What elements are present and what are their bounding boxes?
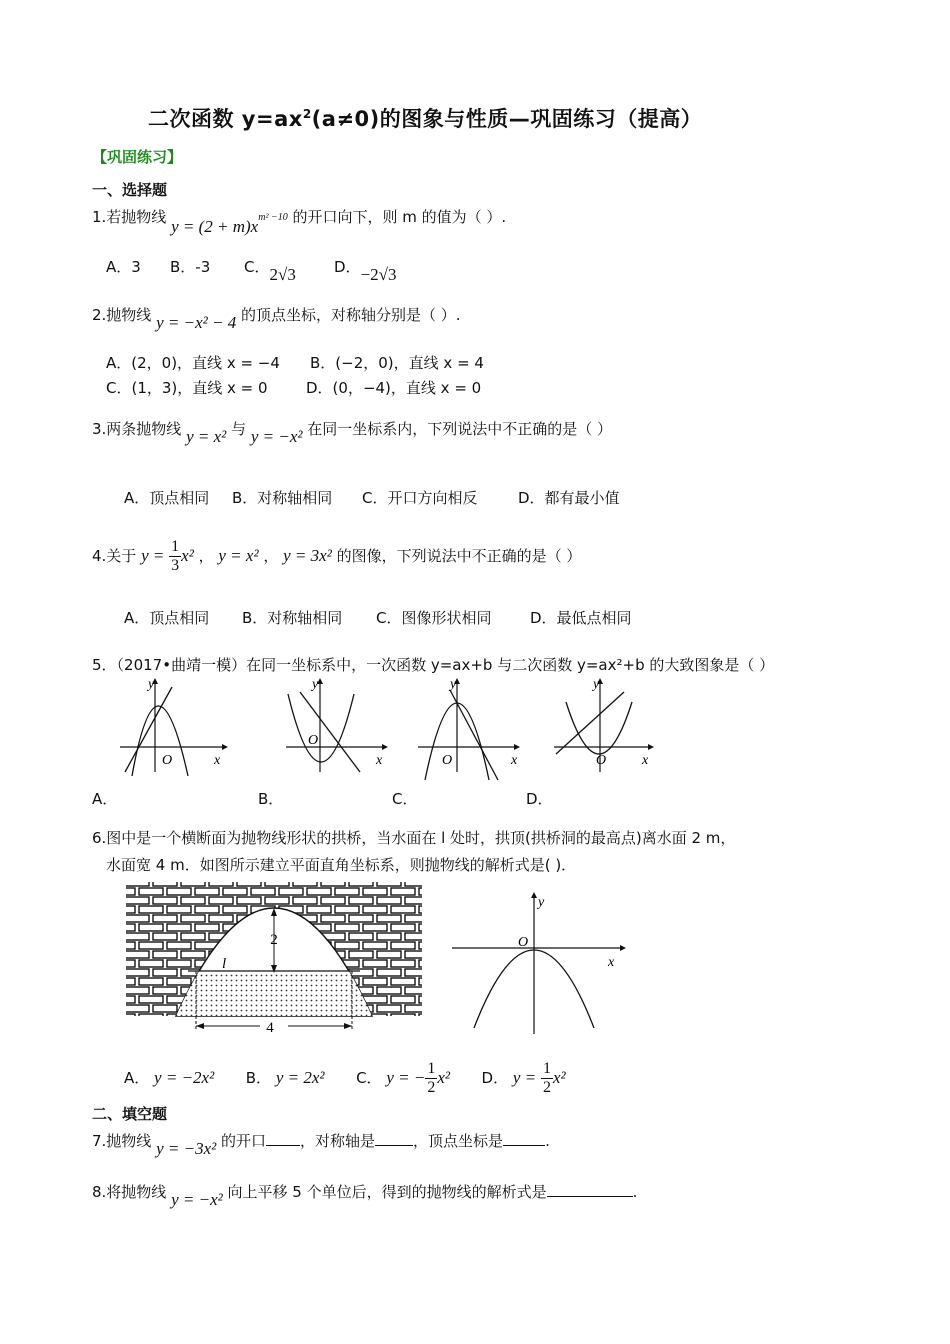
section-tag: 【巩固练习】 bbox=[92, 148, 183, 166]
svg-text:O: O bbox=[442, 753, 453, 768]
q3-option-c: C．开口方向相反 bbox=[362, 489, 478, 507]
q6-options: A． y = −2x² B． y = 2x² C． y = − $\frac{1}{2}$ x² D． y = $\frac{1}{2}$ x² bbox=[124, 1060, 566, 1096]
q5-graph-a bbox=[110, 672, 240, 782]
question-5: 5．（2017•曲靖一模）在同一坐标系中，一次函数 y=ax+b 与二次函数 y=ax²+b 的大致图象是（ ） bbox=[92, 656, 775, 674]
q5-label-c: C． bbox=[392, 790, 418, 808]
blank-axis[interactable] bbox=[375, 1145, 413, 1146]
section-heading-choice: 一、选择题 bbox=[92, 181, 168, 199]
svg-text:4: 4 bbox=[266, 1020, 274, 1036]
bridge-diagram bbox=[124, 878, 424, 1038]
q3-option-a: A．顶点相同 bbox=[124, 489, 210, 507]
svg-text:O: O bbox=[162, 753, 173, 768]
svg-text:x: x bbox=[642, 753, 649, 768]
question-1: 1.若抛物线 $y = (2 + m)x^{m^2 -10}$ 的开口向下，则 m 的值为（ ）. bbox=[92, 208, 507, 236]
svg-text:x: x bbox=[608, 955, 615, 970]
section-heading-fill: 二、填空题 bbox=[92, 1105, 168, 1123]
svg-text:O: O bbox=[308, 733, 319, 748]
question-6-line-2: 水面宽 4 m．如图所示建立平面直角坐标系，则抛物线的解析式是( )． bbox=[106, 856, 577, 874]
svg-text:O: O bbox=[596, 753, 607, 768]
q3-option-d: D．都有最小值 bbox=[518, 489, 620, 507]
q4-option-b: B．对称轴相同 bbox=[242, 609, 343, 627]
q4-option-c: C．图像形状相同 bbox=[376, 609, 492, 627]
question-8: 8.将抛物线 y = −x² 向上平移 5 个单位后，得到的抛物线的解析式是 . bbox=[92, 1183, 638, 1209]
svg-text:l: l bbox=[222, 956, 227, 972]
question-4: 4.关于 y = $\frac{1}{3}$ x² ， y = x² ， y = 3x² 的图像，下列说法中不正确的是（ ） bbox=[92, 538, 582, 574]
q2-option-b: B．(−2，0)，直线 x = 4 bbox=[310, 354, 484, 372]
q2-option-d: D．(0，−4)，直线 x = 0 bbox=[306, 379, 482, 397]
svg-text:2: 2 bbox=[270, 932, 278, 948]
q5-label-d: D． bbox=[526, 790, 553, 808]
blank-vertex[interactable] bbox=[503, 1145, 545, 1146]
svg-text:y: y bbox=[312, 677, 319, 692]
page-title: 二次函数 $y=ax^2(a\ne 0)$的图象与性质—巩固练习（提高） bbox=[148, 107, 703, 131]
question-6-line-1: 6.图中是一个横断面为抛物线形状的拱桥，当水面在 l 处时，拱顶(拱桥洞的最高点)离水面 2 m， bbox=[92, 829, 736, 847]
q1-option-b: B．-3 bbox=[170, 258, 211, 276]
q2-option-a: A．(2，0)，直线 x = −4 bbox=[106, 354, 280, 372]
svg-text:x: x bbox=[376, 753, 383, 768]
question-7: 7.抛物线 y = −3x² 的开口 ，对称轴是 ，顶点坐标是 . bbox=[92, 1132, 550, 1158]
q2-option-c: C．(1，3)，直线 x = 0 bbox=[106, 379, 268, 397]
question-3: 3.两条抛物线 y = x² 与 y = −x² 在同一坐标系内，下列说法中不正确的是（ ） bbox=[92, 420, 613, 446]
svg-text:y: y bbox=[538, 895, 545, 910]
question-2: 2.抛物线 y = −x² − 4 的顶点坐标，对称轴分别是（ ）. bbox=[92, 306, 461, 332]
q5-label-a: A． bbox=[92, 790, 118, 808]
q1-option-a: A．3 bbox=[106, 258, 141, 276]
q4-option-d: D．最低点相同 bbox=[530, 609, 632, 627]
svg-text:y: y bbox=[450, 677, 457, 692]
q5-graph-b bbox=[278, 672, 408, 782]
q1-option-d: D．−2√3 bbox=[334, 258, 397, 284]
q4-option-a: A．顶点相同 bbox=[124, 609, 210, 627]
blank-opening[interactable] bbox=[266, 1145, 300, 1146]
q5-label-b: B． bbox=[258, 790, 284, 808]
svg-text:y: y bbox=[593, 677, 600, 692]
blank-answer[interactable] bbox=[547, 1196, 633, 1197]
q3-option-b: B．对称轴相同 bbox=[232, 489, 333, 507]
svg-text:O: O bbox=[518, 935, 529, 950]
parabola-axes-diagram bbox=[448, 888, 628, 1038]
q1-option-c: C．2√3 bbox=[244, 258, 296, 284]
q5-graph-c bbox=[410, 672, 540, 782]
svg-text:x: x bbox=[214, 753, 221, 768]
svg-text:y: y bbox=[148, 677, 155, 692]
q5-graph-d bbox=[544, 672, 674, 782]
svg-text:x: x bbox=[511, 753, 518, 768]
